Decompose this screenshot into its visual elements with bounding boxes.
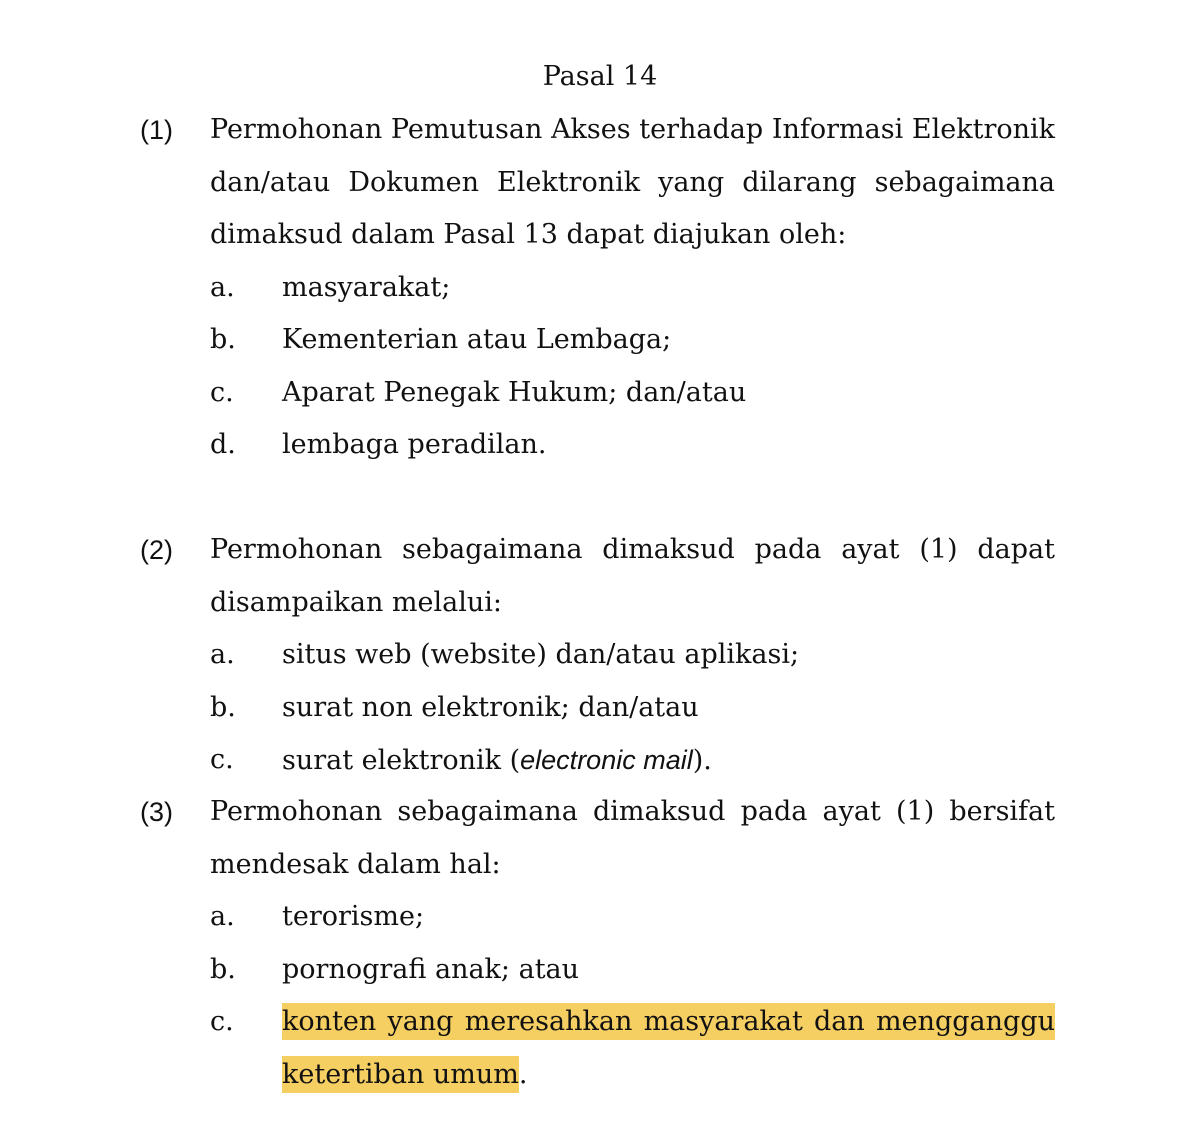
item-list: [210, 629, 1055, 787]
article-title: Pasal 14: [542, 61, 658, 92]
item-text: [282, 996, 1055, 1101]
item-letter: b.: [210, 953, 236, 985]
list-item: [210, 734, 1055, 787]
list-item: [210, 996, 1055, 1101]
item-text: surat non elektronik; dan/atau: [282, 691, 699, 723]
item-text-italic: electronic mail: [520, 745, 693, 775]
paragraph-text: Permohonan sebagaimana dimaksud pada ayat (1) bersifat mendesak dalam hal:: [210, 796, 1055, 880]
item-text-before: surat elektronik (: [282, 745, 521, 776]
item-text-after: ).: [692, 745, 712, 776]
item-text: situs web (website) dan/atau aplikasi;: [282, 639, 800, 670]
item-letter: c.: [210, 376, 234, 408]
item-text-after: .: [518, 1058, 528, 1090]
item-text: pornografi anak; atau: [282, 953, 580, 985]
item-text: Aparat Penegak Hukum; dan/atau: [282, 376, 747, 408]
highlighted-text: konten yang meresahkan masyarakat dan mengganggu ketertiban umum: [282, 1003, 1055, 1093]
item-list: [210, 891, 1055, 1101]
item-letter: a.: [210, 271, 235, 303]
paragraph-1: [140, 104, 1055, 472]
paragraph-number: (2): [140, 535, 173, 565]
list-item: [210, 629, 1055, 682]
paragraph-text: Permohonan Pemutusan Akses terhadap Informasi Elektronik dan/atau Dokumen Elektronik yang dilarang sebagaimana dimaksud dalam Pasal 13 dapat diajukan oleh:: [210, 114, 1055, 250]
list-item: [210, 944, 1055, 997]
paragraph-3: [140, 786, 1055, 1101]
item-text: Kementerian atau Lembaga;: [282, 324, 672, 355]
list-item: [210, 419, 1055, 472]
item-text: terorisme;: [282, 901, 425, 932]
item-letter: b.: [210, 691, 236, 723]
list-item: [210, 682, 1055, 735]
item-letter: d.: [210, 429, 236, 460]
paragraph-number: (1): [140, 115, 173, 145]
list-item: [210, 262, 1055, 315]
paragraph-text: Permohonan sebagaimana dimaksud pada ayat (1) dapat disampaikan melalui:: [210, 534, 1055, 618]
item-list: [210, 262, 1055, 472]
item-letter: a.: [210, 901, 235, 932]
item-letter: b.: [210, 324, 236, 355]
list-item: [210, 314, 1055, 367]
list-item: [210, 891, 1055, 944]
list-item: [210, 367, 1055, 420]
item-letter: a.: [210, 639, 235, 670]
item-text: [282, 734, 1055, 788]
item-letter: c.: [210, 1006, 234, 1037]
paragraph-number: (3): [140, 797, 173, 827]
paragraph-2: [140, 524, 1055, 787]
item-letter: c.: [210, 744, 234, 775]
item-text: lembaga peradilan.: [282, 429, 547, 460]
item-text: masyarakat;: [282, 271, 451, 303]
